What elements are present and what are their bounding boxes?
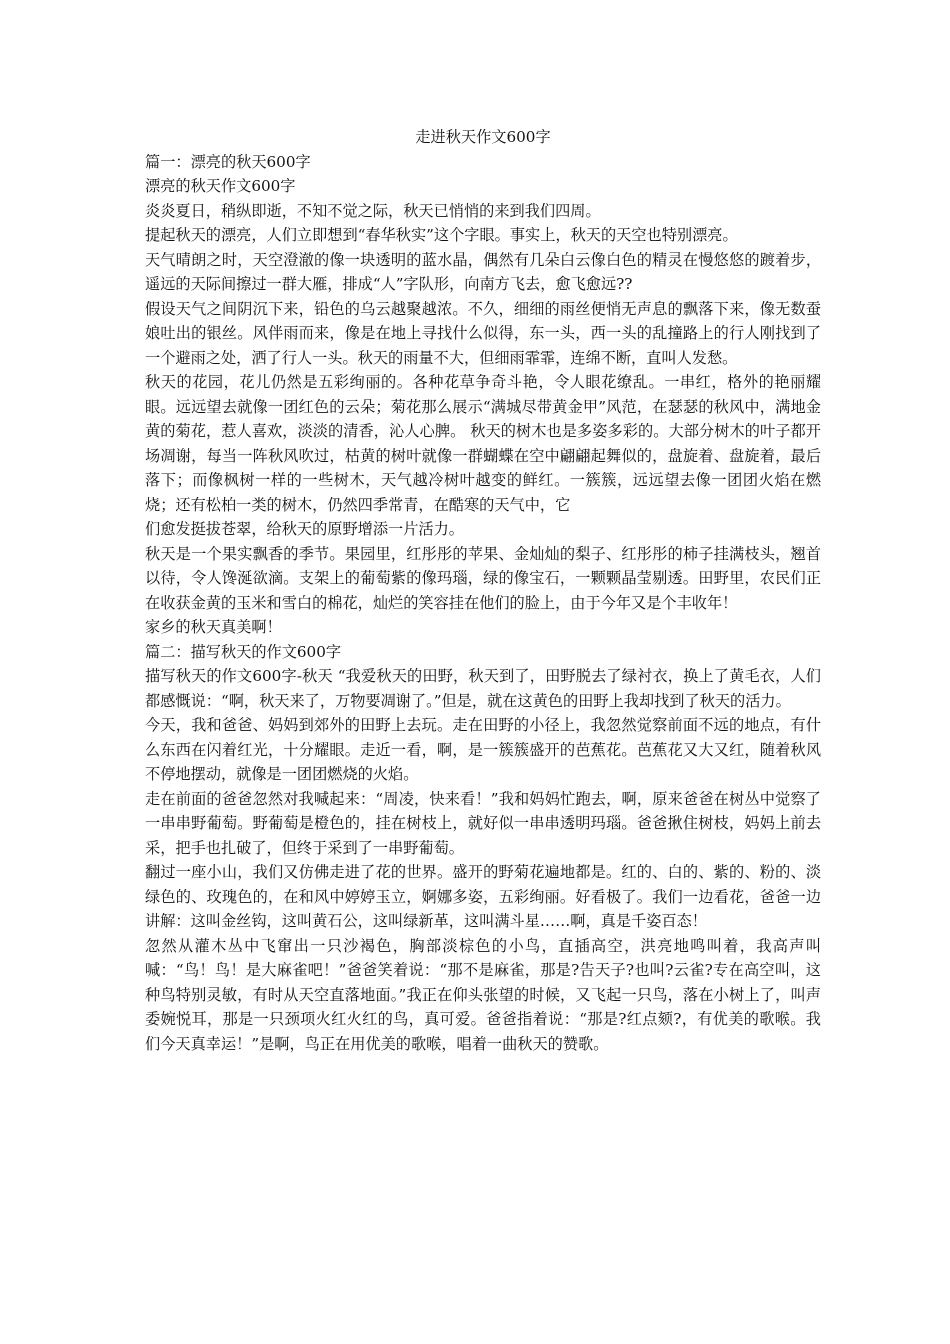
heading-part-two: 篇二：描写秋天的作文600字 <box>145 642 342 661</box>
paragraph: 描写秋天的作文600字-秋天 “我爱秋天的田野，秋天到了，田野脱去了绿衬衣，换上了黄毛衣，人们都感慨说：“啊，秋天来了，万物要凋谢了。”但是，就在这黄色的田野上我却找到了秋天的活力。 <box>145 667 821 710</box>
document-page <box>145 125 821 1056</box>
paragraph: 忽然从灌木丛中飞窜出一只沙褐色，胸部淡棕色的小鸟，直插高空，洪亮地鸣叫着，我高声叫喊：“鸟！鸟！是大麻雀吧！”爸爸笑着说：“那不是麻雀，那是?告天子?也叫?云雀?专在高空叫，这种鸟特别灵敏，有时从天空直落地面。”我正在仰头张望的时候，又飞起一只鸟，落在小树上了，叫声委婉悦耳，那是一只颈项火红火红的鸟，真可爱。爸爸指着说：“那是?红点颏?，有优美的歌喉。我们今天真幸运！”是啊，鸟正在用优美的歌喉，唱着一曲秋天的赞歌。 <box>145 936 821 1053</box>
paragraph: 天气晴朗之时，天空澄澈的像一块透明的蓝水晶，偶然有几朵白云像白色的精灵在慢悠悠的踱着步，遥远的天际间擦过一群大雁，排成“人”字队形，向南方飞去，愈飞愈远?? <box>145 250 821 293</box>
paragraph: 假设天气之间阴沉下来，铅色的乌云越聚越浓。不久，细细的雨丝便悄无声息的飘落下来，像无数蚕娘吐出的银丝。风伴雨而来，像是在地上寻找什么似得，东一头，西一头的乱撞路上的行人刚找到了一个避雨之处，洒了行人一头。秋天的雨量不大，但细雨霏霏，连绵不断，直叫人发愁。 <box>145 299 821 367</box>
paragraph: 家乡的秋天真美啊！ <box>145 618 282 636</box>
paragraph: 秋天的花园，花儿仍然是五彩绚丽的。各种花草争奇斗艳，令人眼花缭乱。一串红，格外的艳丽耀眼。远远望去就像一团红色的云朵；菊花那么展示“满城尽带黄金甲”风范，在瑟瑟的秋风中，满地金黄的菊花，惹人喜欢，淡淡的清香，沁人心脾。 秋天的树木也是多姿多彩的。大部分树木的叶子都开场凋谢，每当一阵秋风吹过，枯黄的树叶就像一群蝴蝶在空中翩翩起舞似的，盘旋着、盘旋着，最后落下；而像枫树一样的一些树木，天气越冷树叶越变的鲜红。一簇簇，远远望去像一团团火焰在燃烧；还有松柏一类的树木，仍然四季常青，在酷寒的天气中，它 <box>145 373 821 514</box>
paragraph: 今天，我和爸爸、妈妈到郊外的田野上去玩。走在田野的小径上，我忽然觉察前面不远的地点，有什么东西在闪着红光，十分耀眼。走近一看，啊，是一簇簇盛开的芭蕉花。芭蕉花又大又红，随着秋风不停地摆动，就像是一团团燃烧的火焰。 <box>145 716 821 783</box>
paragraph: 们愈发挺拔苍翠，给秋天的原野增添一片活力。 <box>145 520 464 538</box>
paragraph: 秋天是一个果实飘香的季节。果园里，红彤彤的苹果、金灿灿的梨子、红彤彤的柿子挂满枝头，翘首以待，令人馋涎欲滴。支架上的葡萄紫的像玛瑙，绿的像宝石，一颗颗晶莹剔透。田野里，农民们正在收获金黄的玉米和雪白的棉花，灿烂的笑容挂在他们的脸上，由于今年又是个丰收年！ <box>145 544 821 612</box>
paragraph: 走在前面的爸爸忽然对我喊起来：“周凌，快来看！”我和妈妈忙跑去，啊，原来爸爸在树丛中觉察了一串串野葡萄。野葡萄是橙色的，挂在树枝上，就好似一串串透明玛瑙。爸爸揪住树枝，妈妈上前去采，把手也扎破了，但终于采到了一串野葡萄。 <box>145 789 821 857</box>
document-title: 走进秋天作文600字 <box>415 128 551 146</box>
subtitle-part-one: 漂亮的秋天作文600字 <box>145 177 296 195</box>
paragraph: 提起秋天的漂亮，人们立即想到“春华秋实”这个字眼。事实上，秋天的天空也特别漂亮。 <box>145 226 738 244</box>
heading-part-one: 篇一：漂亮的秋天600字 <box>145 152 311 171</box>
paragraph: 翻过一座小山，我们又仿佛走进了花的世界。盛开的野菊花遍地都是。红的、白的、紫的、粉的、淡绿色的、玫瑰色的，在和风中婷婷玉立，婀娜多姿，五彩绚丽。好看极了。我们一边看花，爸爸一边讲解：这叫金丝钩，这叫黄石公，这叫绿新革，这叫满斗星……啊，真是千姿百态！ <box>145 863 821 930</box>
paragraph: 炎炎夏日，稍纵即逝，不知不觉之际，秋天已悄悄的来到我们四周。 <box>145 201 601 220</box>
